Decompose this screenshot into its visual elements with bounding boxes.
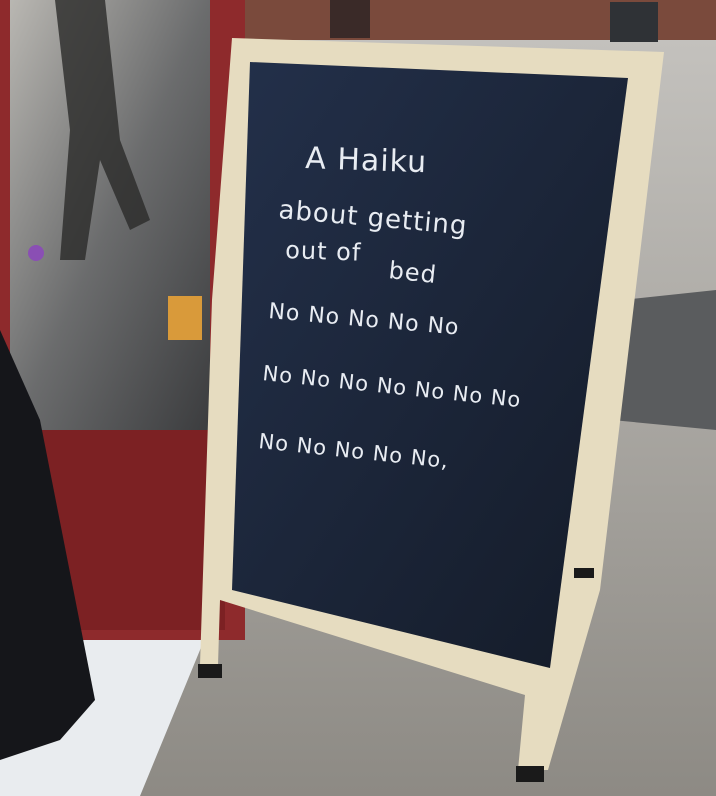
haiku-line-2: No No No No No No No (261, 361, 523, 413)
heading-line-4: bed (387, 256, 439, 290)
window-sticker (168, 296, 202, 340)
sign-foot-back (574, 568, 594, 578)
sign-foot-right (516, 766, 544, 782)
heading-line-1: A Haiku (304, 141, 428, 181)
sign-foot-left (198, 664, 222, 678)
trash-bin (610, 2, 658, 42)
building-door (330, 0, 370, 38)
heading-line-2: about getting (277, 195, 469, 242)
haiku-line-3: No No No No No, (257, 429, 451, 473)
haiku-line-1: No No No No No (267, 299, 461, 341)
heading-line-3: out of (284, 236, 362, 267)
ornament (28, 245, 44, 261)
